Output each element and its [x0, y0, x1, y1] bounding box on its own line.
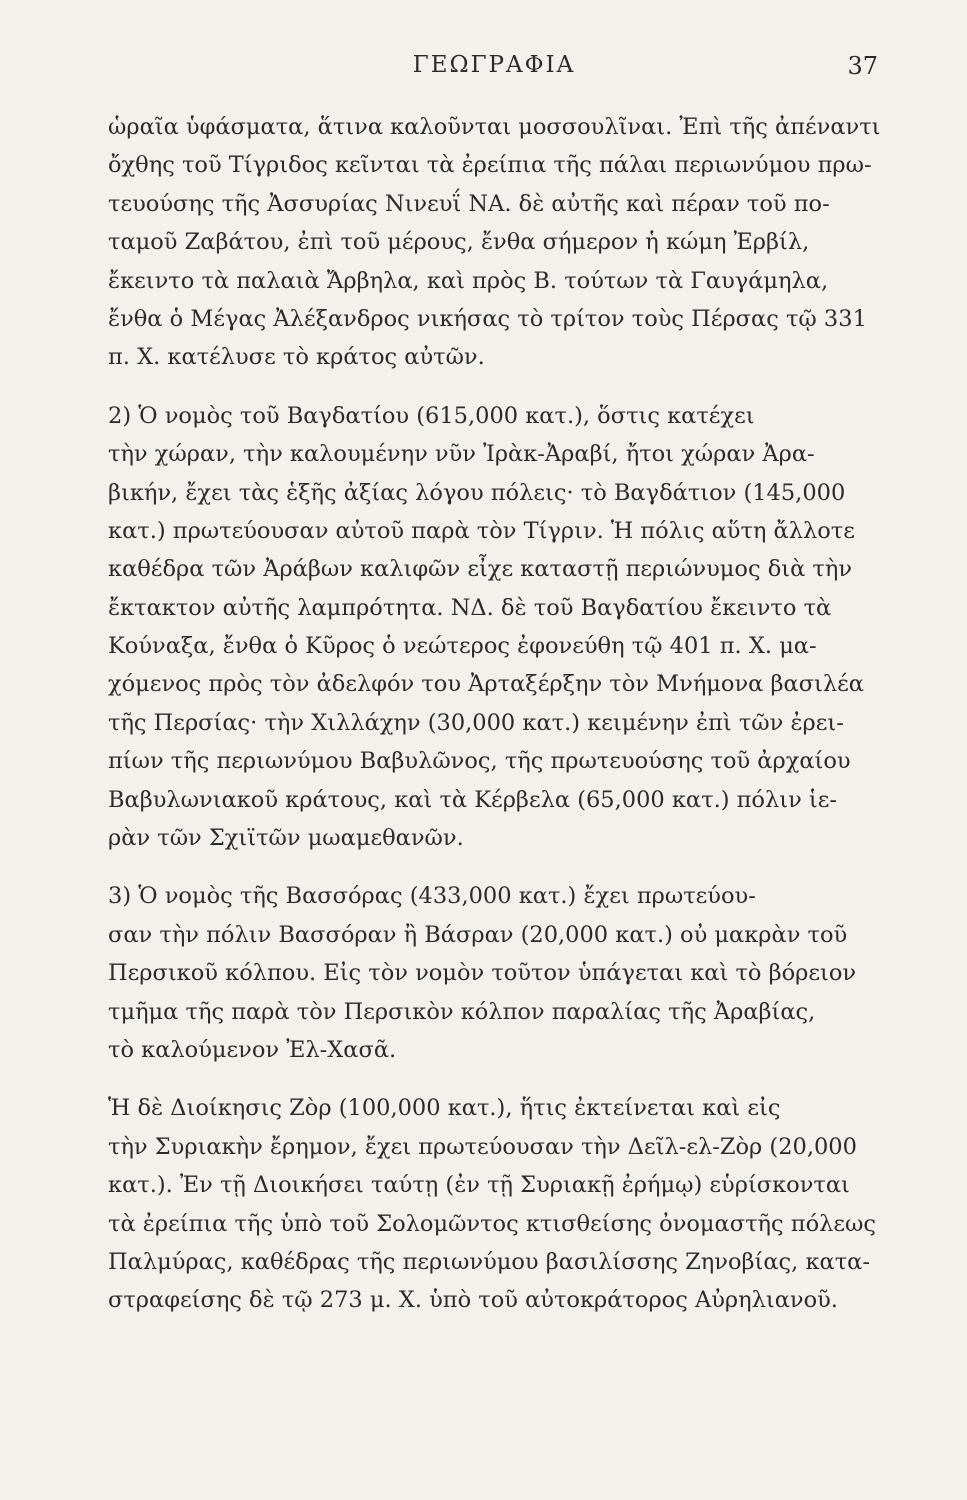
- text-line: ρὰν τῶν Σχιϊτῶν μωαμεθανῶν.: [108, 825, 464, 852]
- text-line: ὄχθης τοῦ Τίγριδος κεῖνται τὰ ἐρείπια τῆς πάλαι περιωνύμου πρω-: [108, 152, 872, 179]
- text-line: τὴν Συριακὴν ἔρημον, ἔχει πρωτεύουσαν τὴν Δεῖλ-ελ-Ζὸρ (20,000: [108, 1133, 857, 1160]
- text-line: τὴν χώραν, τὴν καλουμένην νῦν Ἰρὰκ-Ἀραβί, ἤτοι χώραν Ἀρα-: [108, 441, 815, 468]
- text-line: κατ.). Ἐν τῇ Διοικήσει ταύτῃ (ἐν τῇ Συριακῇ ἐρήμῳ) εὑρίσκονται: [108, 1172, 850, 1199]
- text-line: στραφείσης δὲ τῷ 273 μ. Χ. ὑπὸ τοῦ αὐτοκράτορος Αὐρηλιανοῦ.: [108, 1287, 838, 1314]
- text-line: Κούναξα, ἔνθα ὁ Κῦρος ὁ νεώτερος ἐφονεύθη τῷ 401 π. Χ. μα-: [108, 633, 817, 660]
- text-line: 3) Ὁ νομὸς τῆς Βασσόρας (433,000 κατ.) ἔχει πρωτεύου-: [108, 883, 756, 910]
- paragraph-gap: [108, 1069, 880, 1089]
- paragraph: [108, 397, 880, 858]
- text-line: βικήν, ἔχει τὰς ἑξῆς ἀξίας λόγου πόλεις· τὸ Βαγδάτιον (145,000: [108, 479, 846, 506]
- paragraph: [108, 877, 880, 1069]
- text-line: ἔκειντο τὰ παλαιὰ Ἄρβηλα, καὶ πρὸς Β. τούτων τὰ Γαυγάμηλα,: [108, 267, 829, 294]
- paragraph: [108, 1089, 880, 1319]
- paragraph: [108, 108, 880, 377]
- text-line: 2) Ὁ νομὸς τοῦ Βαγδατίου (615,000 κατ.), ὅστις κατέχει: [108, 402, 755, 429]
- text-line: Περσικοῦ κόλπου. Εἰς τὸν νομὸν τοῦτον ὑπάγεται καὶ τὸ βόρειον: [108, 960, 857, 987]
- text-line: σαν τὴν πόλιν Βασσόραν ἢ Βάσραν (20,000 κατ.) οὐ μακρὰν τοῦ: [108, 921, 848, 948]
- page-number: 37: [847, 52, 878, 80]
- text-line: τὸ καλούμενον Ἐλ-Χασᾶ.: [108, 1036, 397, 1063]
- text-line: τευούσης τῆς Ἀσσυρίας Νινευΐ ΝΑ. δὲ αὐτῆς καὶ πέραν τοῦ πο-: [108, 190, 830, 217]
- running-title: ΓΕΩΓΡΑΦΙΑ: [412, 52, 576, 78]
- text-line: π. Χ. κατέλυσε τὸ κράτος αὐτῶν.: [108, 344, 485, 371]
- text-line: Βαβυλωνιακοῦ κράτους, καὶ τὰ Κέρβελα (65,000 κατ.) πόλιν ἱε-: [108, 786, 837, 813]
- text-line: ταμοῦ Ζαβάτου, ἐπὶ τοῦ μέρους, ἔνθα σήμερον ἡ κώμη Ἐρβίλ,: [108, 229, 810, 256]
- text-line: Παλμύρας, καθέδρας τῆς περιωνύμου βασιλίσσης Ζηνοβίας, κατα-: [108, 1248, 870, 1275]
- page-header: [108, 52, 880, 92]
- text-line: τῆς Περσίας· τὴν Χιλλάχην (30,000 κατ.) κειμένην ἐπὶ τῶν ἐρει-: [108, 709, 844, 736]
- paragraph-gap: [108, 377, 880, 397]
- body-text: [108, 108, 880, 1320]
- text-line: καθέδρα τῶν Ἀράβων καλιφῶν εἶχε καταστῇ περιώνυμος διὰ τὴν: [108, 556, 853, 583]
- text-line: ὡραῖα ὑφάσματα, ἅτινα καλοῦνται μοσσουλῖναι. Ἐπὶ τῆς ἀπέναντι: [108, 114, 880, 140]
- paragraph-gap: [108, 857, 880, 877]
- text-line: τμῆμα τῆς παρὰ τὸν Περσικὸν κόλπον παραλίας τῆς Ἀραβίας,: [108, 998, 816, 1025]
- text-line: Ἡ δὲ Διοίκησις Ζὸρ (100,000 κατ.), ἥτις ἐκτείνεται καὶ εἰς: [108, 1095, 781, 1122]
- text-line: χόμενος πρὸς τὸν ἀδελφόν του Ἀρταξέρξην τὸν Μνήμονα βασιλέα: [108, 671, 864, 698]
- text-line: ἔκτακτον αὐτῆς λαμπρότητα. ΝΔ. δὲ τοῦ Βαγδατίου ἔκειντο τὰ: [108, 594, 832, 621]
- text-line: κατ.) πρωτεύουσαν αὐτοῦ παρὰ τὸν Τίγριν. Ἡ πόλις αὕτη ἄλλοτε: [108, 517, 855, 544]
- text-line: τὰ ἐρείπια τῆς ὑπὸ τοῦ Σολομῶντος κτισθείσης ὀνομαστῆς πόλεως: [108, 1210, 876, 1237]
- text-line: ἔνθα ὁ Μέγας Ἀλέξανδρος νικήσας τὸ τρίτον τοὺς Πέρσας τῷ 331: [108, 305, 867, 332]
- text-line: πίων τῆς περιωνύμου Βαβυλῶνος, τῆς πρωτευούσης τοῦ ἀρχαίου: [108, 748, 851, 775]
